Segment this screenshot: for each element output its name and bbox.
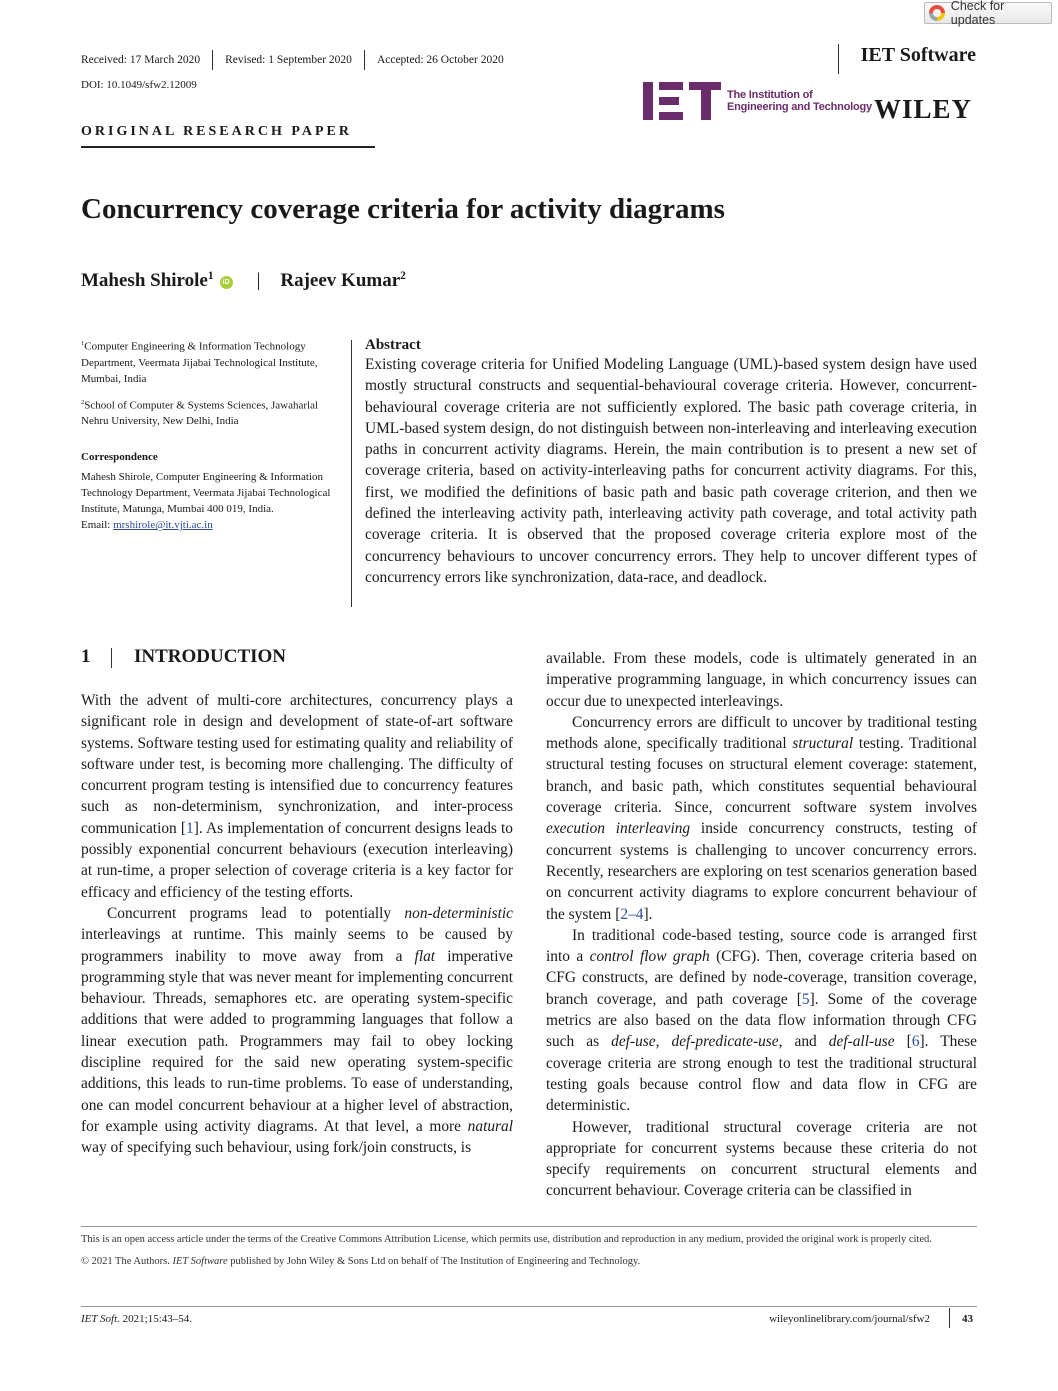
text: Concurrent programs lead to potentially <box>107 904 405 922</box>
abstract <box>365 337 977 588</box>
text: , <box>655 1033 672 1051</box>
section-number: 1 <box>81 646 91 667</box>
text: Concurrency errors are difficult to uncover by traditional testing methods alone, specifically traditional <box>546 713 977 753</box>
text: ]. As implementation of concurrent designs leads to possibly exponential concurrent behaviours (execution interleaving) at run-time, a proper selection of coverage criteria is a key factor for efficacy and efficiency of the testing efforts. <box>81 819 513 901</box>
paragraph <box>546 712 977 925</box>
aff-sup: 1 <box>81 340 85 347</box>
aff-text: Computer Engineering & Information Technology Department, Veermata Jijabai Technological Institute, Mumbai, India <box>81 340 318 385</box>
email-label: Email: <box>81 519 111 532</box>
section-title: INTRODUCTION <box>134 646 287 667</box>
citation-link[interactable]: 2–4 <box>620 905 644 923</box>
section-heading <box>81 646 286 668</box>
text: , and <box>778 1033 829 1051</box>
abstract-text: Existing coverage criteria for Unified Modeling Language (UML)-based system design have used mostly structural constructs and sequential-behavioural coverage criteria. However, concurrent-behavioural coverage criteria are not sufficiently explored. The basic path coverage criteria, in UML-based system design, do not distinguish between non-interleaving and interleaving execution paths in concurrent activity diagrams. Herein, the main contribution is to present a new set of coverage criteria, based on activity-interleaving paths for concurrent activity diagrams. For this, first, we modified the definitions of basic path and basic path coverage criterion, and then we defined the interleaving activity path, interleaving activity path coverage, and total activity path coverage criteria. It is observed that the proposed coverage criteria explore most of the concurrency behaviours to uncover concurrency errors. They help to uncover different types of concurrency errors like synchronization, data-race, and deadlock. <box>365 356 977 586</box>
divider <box>212 50 213 70</box>
divider <box>838 44 839 74</box>
divider <box>81 1306 977 1307</box>
emphasis: control flow graph <box>589 948 710 966</box>
body-column-right <box>546 648 977 1202</box>
text: inside concurrency constructs, testing of concurrent systems is challenging to uncover concurrency errors. Recently, researchers are exploring on test scenarios generation based on concurrent activity diagrams to explore concurrent behaviour of the system [ <box>546 820 977 923</box>
citation-link[interactable]: 5 <box>801 990 810 1008</box>
divider <box>949 1308 950 1328</box>
email-line <box>81 517 339 533</box>
text: 2021;15:43–54. <box>119 1313 193 1325</box>
body-column-left <box>81 690 513 1159</box>
crossmark-icon <box>929 5 945 21</box>
author-sup: 2 <box>400 270 406 282</box>
text: ]. These coverage criteria are strong enough to test the traditional structural testing goals because control flow and data flow in CFG are deterministic. <box>546 1033 978 1115</box>
iet-logo-icon <box>643 82 721 120</box>
iet-line2: Engineering and Technology <box>727 101 872 113</box>
aff-sup: 2 <box>81 398 85 406</box>
affiliations <box>81 336 339 541</box>
text: With the advent of multi-core architectures, concurrency plays a significant role in design and development of state-of-art software systems. Software testing used for estimating quality and reliability of software under test, is becoming more challenging. The difficulty of concurrent program testing is intensified due to concurrency features such as non-determinism, synchronization, and inter-process communication [ <box>81 692 513 837</box>
text: © 2021 The Authors. <box>81 1256 173 1267</box>
wiley-logo: WILEY <box>874 94 973 124</box>
emphasis: flat <box>414 947 436 965</box>
affiliation-2 <box>81 395 339 430</box>
citation-link[interactable]: 6 <box>911 1033 920 1051</box>
journal-url[interactable]: wileyonlinelibrary.com/journal/sfw2 <box>769 1313 930 1325</box>
divider: | <box>256 270 261 291</box>
text: In traditional code-based testing, source code is arranged first into a <box>546 926 977 966</box>
author-sup: 1 <box>207 270 214 282</box>
iet-logo <box>643 82 872 120</box>
divider <box>351 340 352 607</box>
emphasis: non-deterministic <box>404 904 513 922</box>
citation-link[interactable]: 1 <box>186 819 194 837</box>
paragraph: However, traditional structural coverage criteria are not appropriate for concurrent systems because these criteria do not specify requirements on concurrent structural elements and concurrent behaviour. Coverage criteria can be classified in <box>546 1118 977 1200</box>
text: way of specifying such behaviour, using fork/join constructs, is <box>81 1139 472 1157</box>
emphasis: def-all-use <box>828 1033 895 1051</box>
iet-line1: The Institution of <box>727 89 813 101</box>
affiliation-1 <box>81 336 339 387</box>
correspondence-text <box>81 469 339 517</box>
divider <box>111 648 112 668</box>
revised-date: Revised: 1 September 2020 <box>225 54 352 66</box>
text: (CFG). Then, coverage criteria based on CFG constructs, are defined by node-coverage, transition coverage, branch coverage, and path coverage [ <box>546 948 977 1008</box>
journal-name: IET Software <box>860 44 976 66</box>
paragraph: available. From these models, code is ultimately generated in an imperative programming language, in which concurrency issues can occur due to unexpected interleavings. <box>546 650 977 710</box>
orcid-icon[interactable]: iD <box>220 276 233 289</box>
divider <box>364 50 365 70</box>
check-for-updates-button[interactable] <box>924 0 1052 27</box>
text: [ <box>894 1033 912 1051</box>
paragraph <box>81 903 513 1159</box>
paper-title: Concurrency coverage criteria for activity diagrams <box>81 193 725 225</box>
abstract-heading: Abstract <box>365 337 421 353</box>
paragraph <box>546 925 977 1117</box>
author-list <box>81 270 406 292</box>
received-date: Received: 17 March 2020 <box>81 54 201 66</box>
emphasis: IET Software <box>172 1256 228 1267</box>
emphasis: def-use <box>611 1033 656 1051</box>
emphasis: execution interleaving <box>546 820 691 838</box>
paragraph <box>81 690 513 903</box>
aff-text: School of Computer & Systems Sciences, Jawaharlal Nehru University, New Delhi, India <box>81 399 319 428</box>
license-footnote <box>81 1232 977 1276</box>
text: imperative programming style that was never meant for implementing concurrent behaviour. Threads, semaphores etc. are operating system-specific additions that were added to programming languages that follow a linear execution path. Programmers may fail to obey locking discipline required for the said new operating system-specific additions, this leads to run-time problems. To ease of understanding, one can model concurrent behaviour at a higher level of abstraction, for example using activity diagrams. At that level, a more <box>81 947 514 1135</box>
emphasis: structural <box>792 735 854 753</box>
text: interleavings at runtime. This mainly seems to be caused by programmers inability to move away from a <box>81 926 513 965</box>
article-dates <box>81 50 504 70</box>
doi[interactable]: DOI: 10.1049/sfw2.12009 <box>81 79 197 91</box>
text: testing. Traditional structural testing focuses on structural element coverage: statement, branch, and basic path, which constitutes sequential behavioural coverage criteria. Since, concurrent software system involves <box>546 735 977 817</box>
page-number: 43 <box>962 1313 973 1325</box>
accepted-date: Accepted: 26 October 2020 <box>376 54 504 66</box>
email-link[interactable]: mrshirole@it.vjti.ac.in <box>113 519 213 532</box>
article-type: ORIGINAL RESEARCH PAPER <box>81 124 352 139</box>
author-name[interactable]: Mahesh Shirole <box>81 270 208 291</box>
divider <box>81 1226 977 1227</box>
emphasis: natural <box>467 1117 513 1135</box>
correspondence-address: Mahesh Shirole, Computer Engineering & Information Technology Department, Veermata Jijabai Technological Institute, Matunga, Mumbai 400 019, India. <box>81 471 331 516</box>
author-name[interactable]: Rajeev Kumar <box>280 270 401 291</box>
text: ]. <box>643 905 653 923</box>
citation-line <box>81 1313 192 1325</box>
text: published by John Wiley & Sons Ltd on behalf of The Institution of Engineering and Technology. <box>227 1256 641 1267</box>
license-text: This is an open access article under the terms of the Creative Commons Attribution License, which permits use, distribution and reproduction in any medium, provided the original work is properly cited. <box>81 1234 932 1245</box>
copyright <box>81 1254 977 1270</box>
divider <box>81 146 375 148</box>
emphasis: def-predicate-use <box>671 1033 779 1051</box>
correspondence-heading: Correspondence <box>81 451 158 464</box>
journal-abbrev: IET Soft. <box>81 1313 120 1325</box>
check-for-updates-label: Check for updates <box>950 0 1005 27</box>
text: ]. Some of the coverage metrics are also based on the data flow information through CFG such as <box>546 990 977 1051</box>
iet-logo-text <box>727 89 872 113</box>
